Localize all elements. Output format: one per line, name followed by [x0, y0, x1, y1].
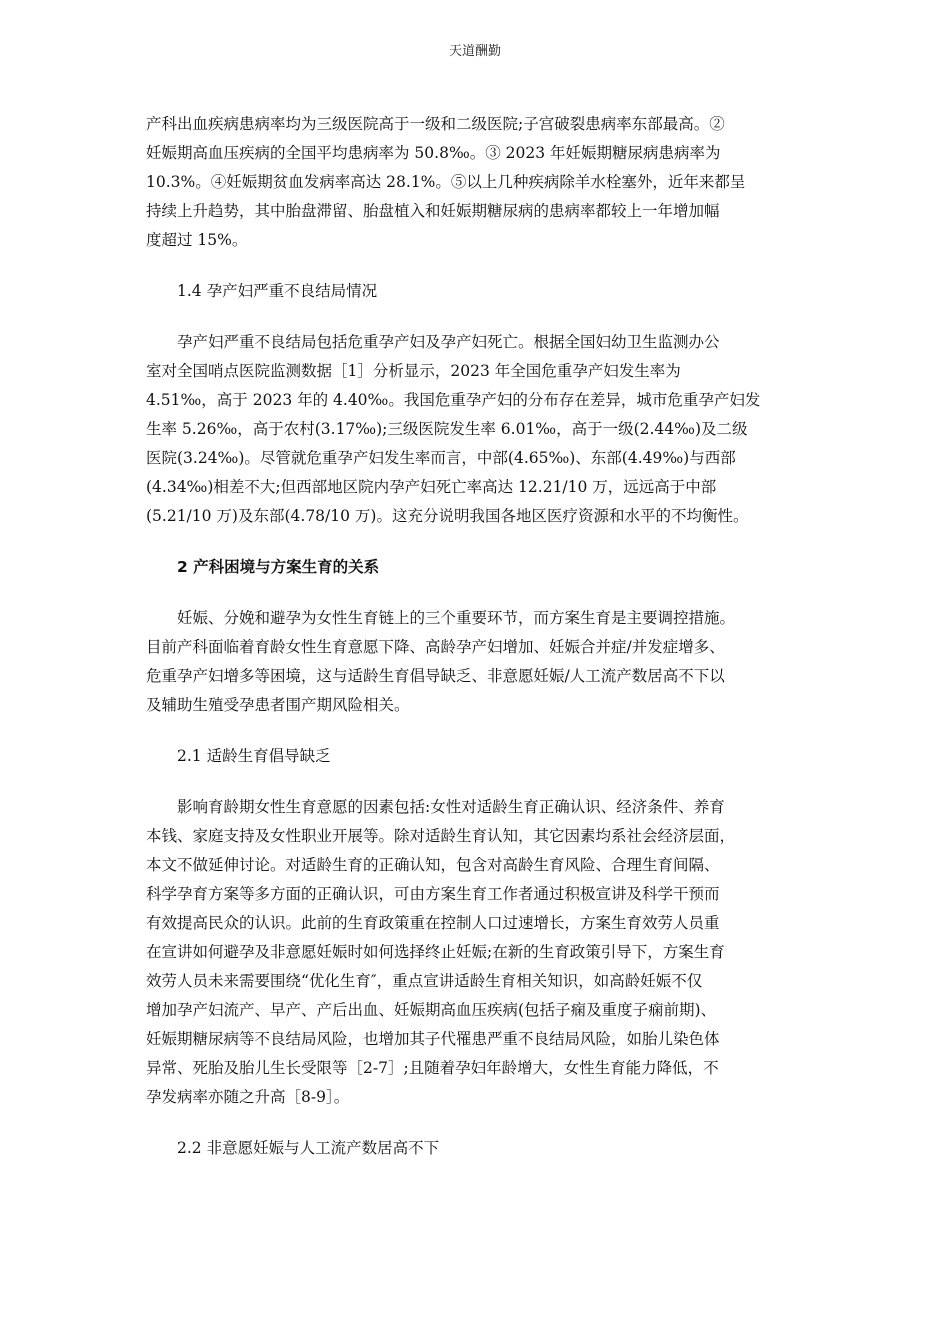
paragraph-line: 妊娠期糖尿病等不良结局风险，也增加其子代罹患严重不良结局风险，如胎儿染色体 — [146, 1030, 720, 1048]
subsection-heading: 1.4 孕产妇严重不良结局情况 — [177, 282, 378, 300]
paragraph-line: 目前产科面临着育龄女性生育意愿下降、高龄孕产妇增加、妊娠合并症/并发症增多、 — [146, 638, 725, 656]
paragraph-line: 及辅助生殖受孕患者围产期风险相关。 — [146, 696, 410, 714]
paragraph-line: 10.3%。④妊娠期贫血发病率高达 28.1%。⑤以上几种疾病除羊水栓塞外，近年来都呈 — [146, 173, 746, 191]
paragraph-line: 增加孕产妇流产、早产、产后出血、妊娠期高血压疾病(包括子痫及重度子痫前期)、 — [146, 1001, 717, 1019]
paragraph-line: 本文不做延伸讨论。对适龄生育的正确认知，包含对高龄生育风险、合理生育间隔、 — [146, 856, 720, 874]
paragraph-line: 妊娠期高血压疾病的全国平均患病率为 50.8‰。③ 2023 年妊娠期糖尿病患病率为 — [146, 144, 721, 162]
paragraph-line: 生率 5.26‰，高于农村(3.17‰);三级医院发生率 6.01‰，高于一级(2.44‰)及二级 — [146, 420, 748, 438]
section-heading: 2 产科困境与方案生育的关系 — [177, 558, 380, 576]
paragraph — [146, 604, 814, 720]
paragraph-line: 度超过 15%。 — [146, 231, 248, 249]
paragraph-line: 医院(3.24‰)。尽管就危重孕产妇发生率而言，中部(4.65‰)、东部(4.49‰)与西部 — [146, 449, 736, 467]
paragraph-line: 影响育龄期女性生育意愿的因素包括:女性对适龄生育正确认识、经济条件、养育 — [146, 798, 725, 816]
paragraph — [146, 328, 814, 531]
paragraph — [146, 110, 814, 255]
subsection-heading: 2.1 适龄生育倡导缺乏 — [177, 747, 331, 765]
paragraph — [146, 793, 814, 1112]
paragraph-line: 在宣讲如何避孕及非意愿妊娠时如何选择终止妊娠;在新的生育政策引导下，方案生育 — [146, 943, 725, 961]
document-body — [146, 110, 814, 1185]
paragraph-line: 4.51‰，高于 2023 年的 4.40‰。我国危重孕产妇的分布存在差异，城市危重孕产妇发 — [146, 391, 761, 409]
paragraph-line: 孕产妇严重不良结局包括危重孕产妇及孕产妇死亡。根据全国妇幼卫生监测办公 — [146, 333, 720, 351]
paragraph-line: (5.21/10 万)及东部(4.78/10 万)。这充分说明我国各地区医疗资源和水平的不均衡性。 — [146, 507, 749, 525]
paragraph-line: 产科出血疾病患病率均为三级医院高于一级和二级医院;子宫破裂患病率东部最高。② — [146, 115, 725, 133]
paragraph-line: (4.34‰)相差不大;但西部地区院内孕产妇死亡率高达 12.21/10 万，远远高于中部 — [146, 478, 717, 496]
paragraph-line: 本钱、家庭支持及女性职业开展等。除对适龄生育认知，其它因素均系社会经济层面， — [146, 827, 736, 845]
subsection-heading: 2.2 非意愿妊娠与人工流产数居高不下 — [177, 1139, 440, 1157]
paragraph-line: 持续上升趋势，其中胎盘滞留、胎盘植入和妊娠期糖尿病的患病率都较上一年增加幅 — [146, 202, 720, 220]
paragraph-line: 异常、死胎及胎儿生长受限等［2-7］;且随着孕妇年龄增大，女性生育能力降低，不 — [146, 1059, 719, 1077]
page-header: 天道酬勤 — [448, 44, 501, 59]
paragraph-line: 有效提高民众的认识。此前的生育政策重在控制人口过速增长，方案生育效劳人员重 — [146, 914, 720, 932]
paragraph-line: 妊娠、分娩和避孕为女性生育链上的三个重要环节，而方案生育是主要调控措施。 — [146, 609, 736, 627]
paragraph-line: 科学孕育方案等多方面的正确认识，可由方案生育工作者通过积极宣讲及科学干预而 — [146, 885, 720, 903]
paragraph-line: 危重孕产妇增多等困境，这与适龄生育倡导缺乏、非意愿妊娠/人工流产数居高不下以 — [146, 667, 725, 685]
paragraph-line: 室对全国哨点医院监测数据［1］分析显示，2023 年全国危重孕产妇发生率为 — [146, 362, 681, 380]
paragraph-line: 效劳人员未来需要围绕“优化生育″，重点宣讲适龄生育相关知识，如高龄妊娠不仅 — [146, 972, 703, 990]
paragraph-line: 孕发病率亦随之升高［8-9］。 — [146, 1088, 350, 1106]
